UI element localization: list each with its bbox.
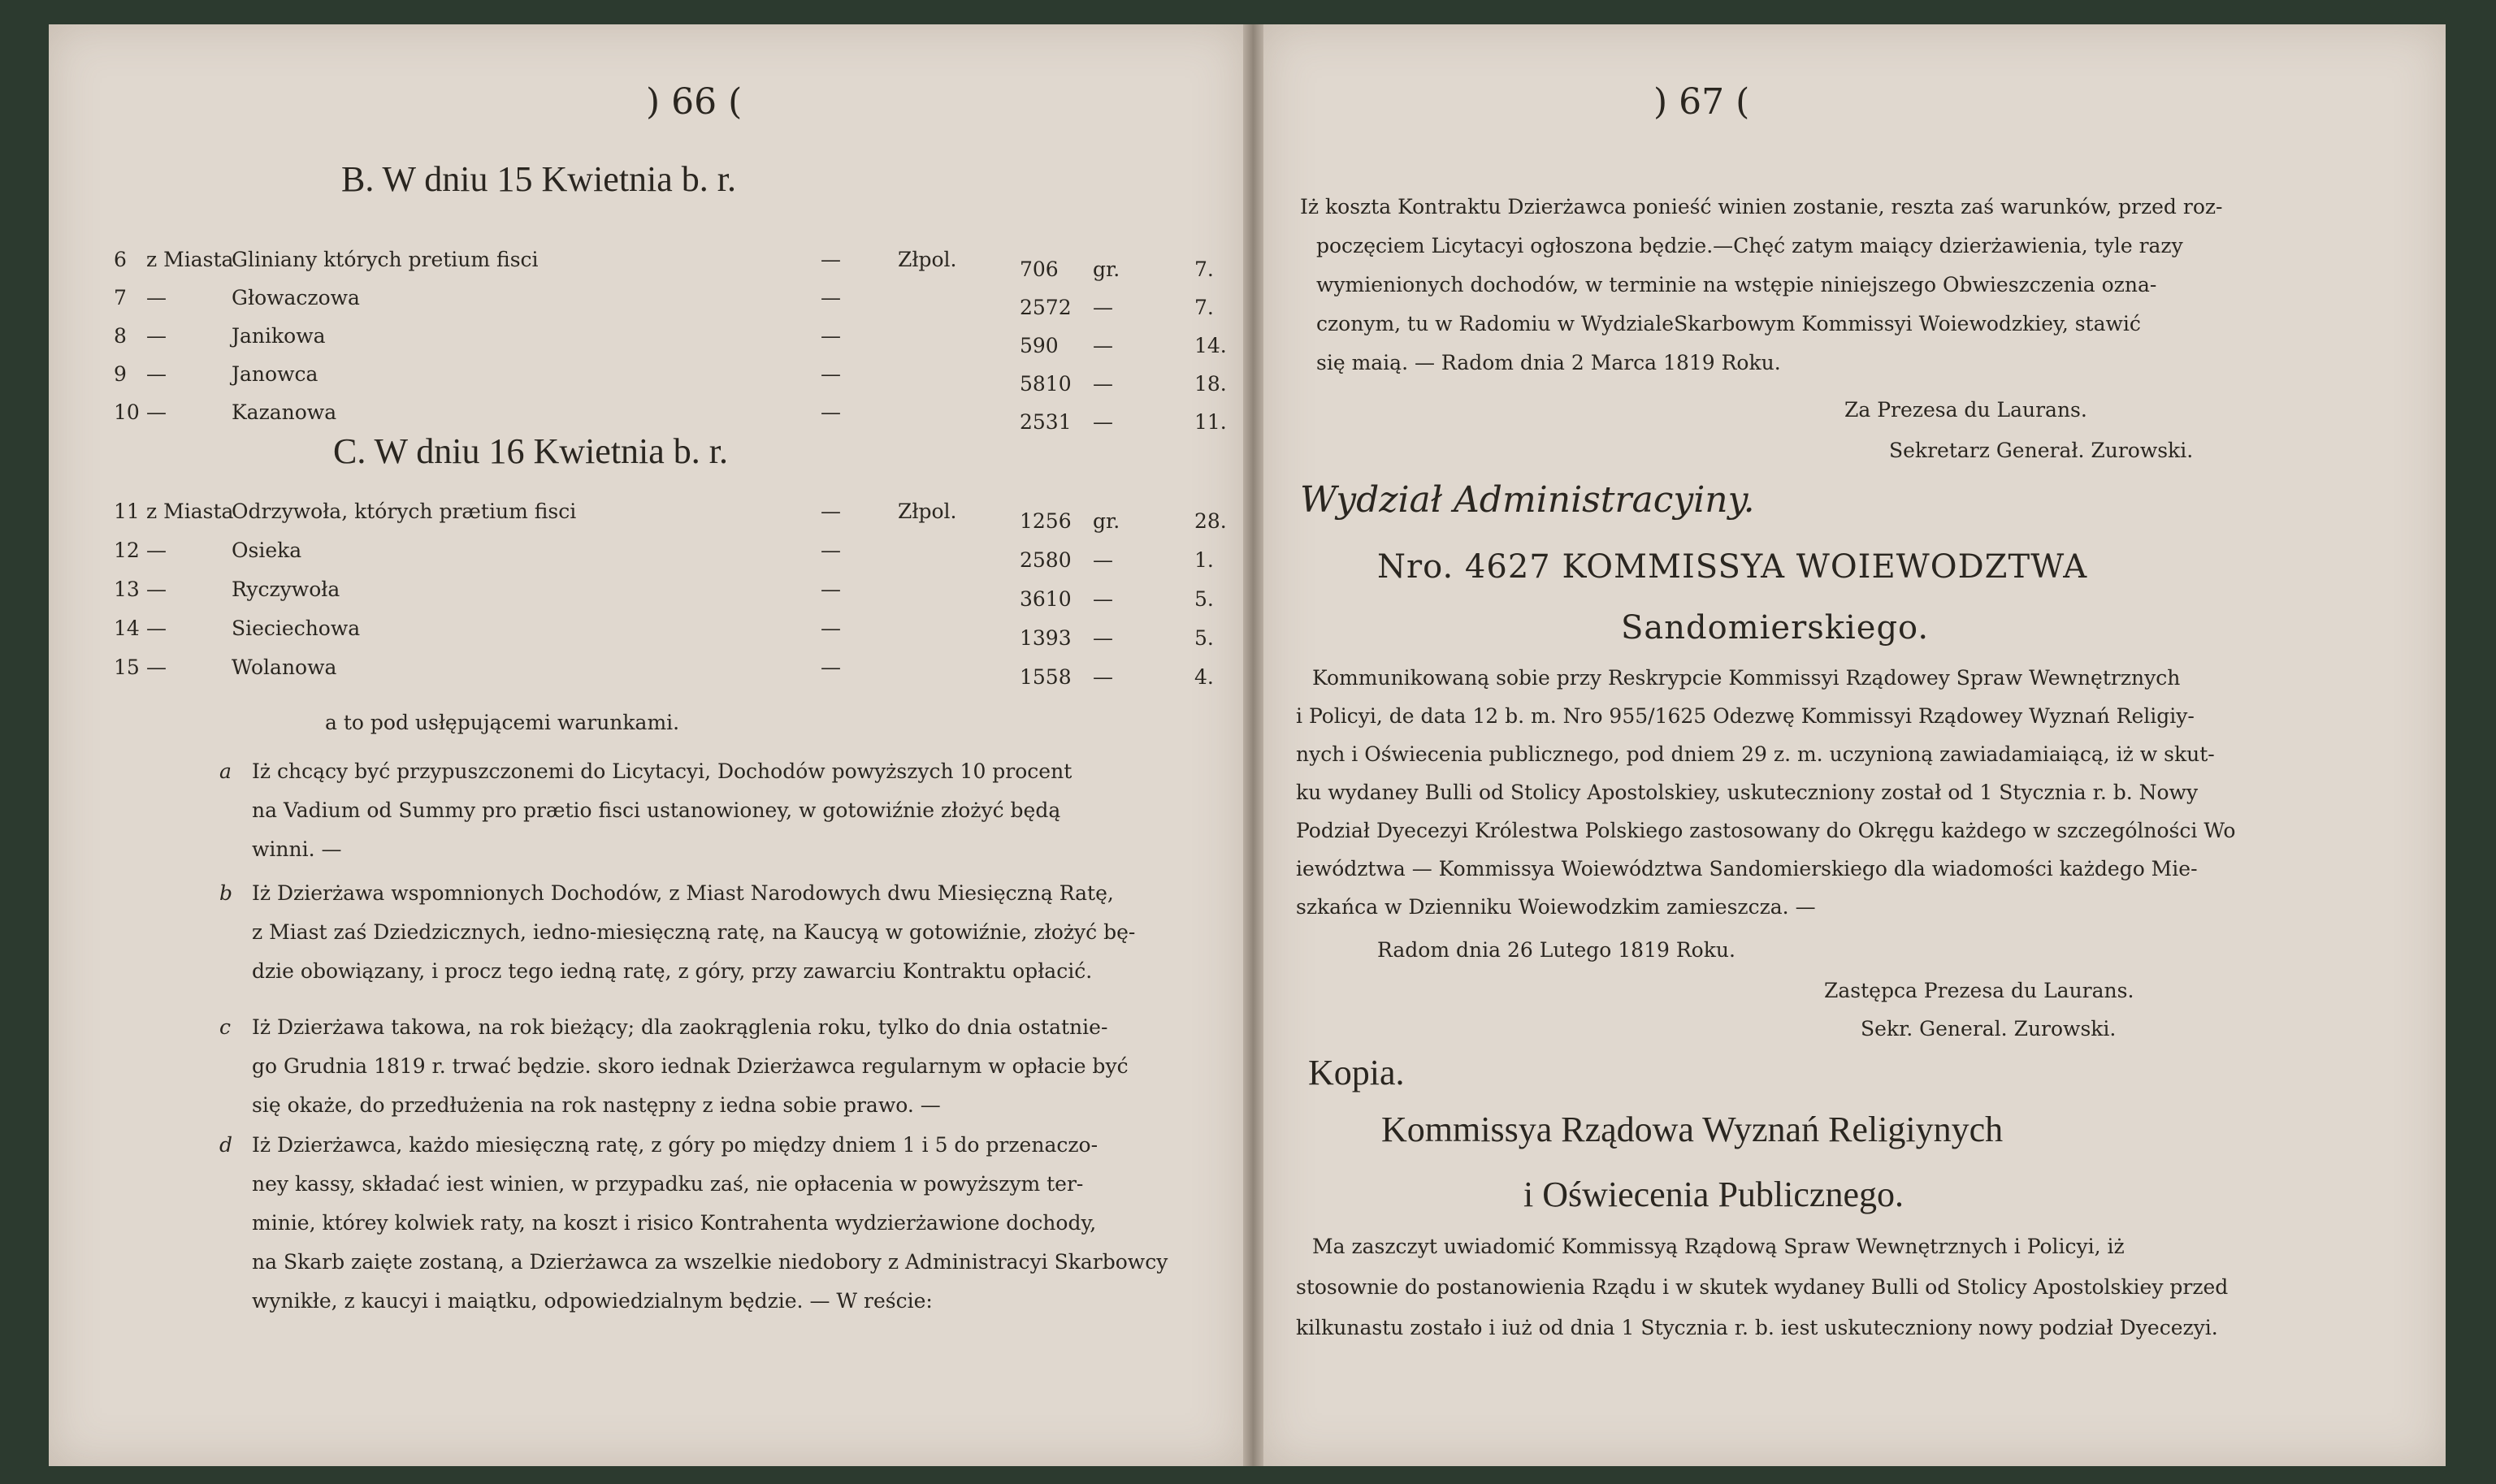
- row-gr: —: [1093, 334, 1113, 357]
- condition-line: Iż chcący być przypuszczonemi do Licytacyi, Dochodów powyższych 10 procent: [252, 759, 1072, 783]
- condition-line: go Grudnia 1819 r. trwać będzie. skoro iednak Dzierżawca regularnym w opłacie być: [252, 1054, 1129, 1078]
- body-line: iewództwa — Kommissya Woiewództwa Sandomierskiego dla wiadomości każdego Mie-: [1296, 857, 2198, 880]
- row-town: Osieka: [232, 539, 302, 562]
- row-prefix: —: [146, 578, 167, 601]
- row-town: Głowaczowa: [232, 286, 360, 309]
- row-town: Wolanowa: [232, 655, 337, 679]
- row-value: 1.: [1194, 548, 1214, 572]
- row-unit: Złpol.: [898, 248, 957, 271]
- kommissya-subtitle: i Oświecenia Publicznego.: [1523, 1175, 1904, 1214]
- conditions-intro: a to pod usłępującemi warunkami.: [325, 711, 680, 734]
- row-gr: —: [1093, 626, 1113, 650]
- body-line: ku wydaney Bulli od Stolicy Apostolskiey, uskuteczniony został od 1 Stycznia r. b. Nowy: [1296, 781, 2199, 804]
- row-value: 14.: [1194, 334, 1227, 357]
- row-value: 7.: [1194, 257, 1214, 281]
- row-prefix: —: [146, 324, 167, 348]
- row-dash: —: [821, 500, 841, 523]
- row-value: 5.: [1194, 626, 1214, 650]
- condition-line: wynikłe, z kaucyi i maiątku, odpowiedzialnym będzie. — W reście:: [252, 1289, 933, 1313]
- row-amount: 2580: [1020, 548, 1072, 572]
- continuation-line: czonym, tu w Radomiu w WydzialeSkarbowym Kommissyi Woiewodzkiey, stawić: [1316, 312, 2141, 335]
- body-line: i Policyi, de data 12 b. m. Nro 955/1625 Odezwę Kommissyi Rządowey Wyznań Religiy-: [1296, 704, 2195, 728]
- row-value: 4.: [1194, 665, 1214, 689]
- condition-line: Iż Dzierżawca, każdo miesięczną ratę, z góry po między dniem 1 i 5 do przenaczo-: [252, 1133, 1098, 1157]
- row-value: 18.: [1194, 372, 1227, 396]
- row-dash: —: [821, 400, 841, 424]
- condition-line: ney kassy, składać iest winien, w przypadku zaś, nie opłacenia w powyższym ter-: [252, 1172, 1084, 1196]
- row-number: 14: [114, 617, 140, 640]
- condition-line: dzie obowiązany, i procz tego iedną ratę, z góry, przy zawarciu Kontraktu opłacić.: [252, 959, 1093, 983]
- condition-marker: d: [219, 1133, 233, 1157]
- row-prefix: z Miasta: [146, 500, 234, 523]
- row-dash: —: [821, 539, 841, 562]
- row-amount: 1393: [1020, 626, 1072, 650]
- row-town: Odrzywoła, których prætium fisci: [232, 500, 577, 523]
- section-b-title: B. W dniu 15 Kwietnia b. r.: [341, 159, 737, 199]
- row-gr: —: [1093, 372, 1113, 396]
- row-dash: —: [821, 286, 841, 309]
- row-gr: gr.: [1093, 257, 1120, 281]
- row-town: Ryczywoła: [232, 578, 340, 601]
- final-line: kilkunastu zostało i iuż od dnia 1 Stycznia r. b. iest uskuteczniony nowy podział Dyecezyi.: [1296, 1316, 2218, 1339]
- condition-line: Iż Dzierżawa wspomnionych Dochodów, z Miast Narodowych dwu Miesięczną Ratę,: [252, 881, 1114, 905]
- condition-marker: b: [219, 881, 233, 905]
- condition-line: z Miast zaś Dziedzicznych, iedno-miesięczną ratę, na Kaucyą w gotowiźnie, złożyć bę-: [252, 920, 1136, 944]
- row-amount: 2531: [1020, 410, 1072, 434]
- row-town: Janowca: [232, 362, 318, 386]
- row-dash: —: [821, 578, 841, 601]
- continuation-line: się maią. — Radom dnia 2 Marca 1819 Roku.: [1316, 351, 1781, 374]
- right-page: [1263, 24, 2446, 1466]
- row-number: 9: [114, 362, 127, 386]
- condition-line: na Vadium od Summy pro prætio fisci ustanowioney, w gotowiźnie złożyć będą: [252, 798, 1061, 822]
- condition-line: na Skarb zaięte zostaną, a Dzierżawca za wszelkie niedobory z Administracyi Skarbowcy: [252, 1250, 1168, 1274]
- condition-marker: a: [219, 759, 232, 783]
- row-value: 5.: [1194, 587, 1214, 611]
- row-prefix: —: [146, 617, 167, 640]
- row-prefix: —: [146, 655, 167, 679]
- condition-line: minie, którey kolwiek raty, na koszt i risico Kontrahenta wydzierżawione dochody,: [252, 1211, 1097, 1235]
- row-number: 7: [114, 286, 127, 309]
- department-heading: Wydział Administracyiny.: [1300, 479, 1755, 521]
- signature-2-line-1: Zastępca Prezesa du Laurans.: [1824, 979, 2134, 1002]
- row-amount: 5810: [1020, 372, 1072, 396]
- condition-line: Iż Dzierżawa takowa, na rok bieżący; dla zaokrąglenia roku, tylko do dnia ostatnie-: [252, 1015, 1108, 1039]
- row-town: Janikowa: [232, 324, 326, 348]
- left-page: [49, 24, 1243, 1466]
- row-unit: Złpol.: [898, 500, 957, 523]
- body-line: nych i Oświecenia publicznego, pod dniem 29 z. m. uczynioną zawiadamiaiącą, iż w skut-: [1296, 742, 2215, 766]
- row-number: 11: [114, 500, 140, 523]
- condition-marker: c: [219, 1015, 232, 1039]
- row-dash: —: [821, 655, 841, 679]
- row-value: 7.: [1194, 296, 1214, 319]
- row-town: Kazanowa: [232, 400, 337, 424]
- row-dash: —: [821, 617, 841, 640]
- condition-line: się okaże, do przedłużenia na rok następny z iedna sobie prawo. —: [252, 1093, 941, 1117]
- row-prefix: —: [146, 286, 167, 309]
- decree-number-heading: Nro. 4627 KOMMISSYA WOIEWODZTWA: [1377, 548, 2088, 586]
- row-town: Sieciechowa: [232, 617, 361, 640]
- row-dash: —: [821, 324, 841, 348]
- row-prefix: —: [146, 400, 167, 424]
- signature-1-line-1: Za Prezesa du Laurans.: [1844, 398, 2087, 422]
- condition-line: winni. —: [252, 837, 342, 861]
- continuation-line: poczęciem Licytacyi ogłoszona będzie.—Chęć zatym maiący dzierżawienia, tyle razy: [1316, 234, 2183, 257]
- section-c-title: C. W dniu 16 Kwietnia b. r.: [333, 431, 729, 471]
- row-number: 10: [114, 400, 140, 424]
- row-amount: 706: [1020, 257, 1059, 281]
- row-number: 8: [114, 324, 127, 348]
- row-amount: 2572: [1020, 296, 1072, 319]
- row-gr: —: [1093, 587, 1113, 611]
- date-line: Radom dnia 26 Lutego 1819 Roku.: [1377, 938, 1736, 962]
- row-gr: —: [1093, 410, 1113, 434]
- row-prefix: —: [146, 539, 167, 562]
- row-amount: 1256: [1020, 509, 1072, 533]
- row-amount: 1558: [1020, 665, 1072, 689]
- body-line: szkańca w Dzienniku Woiewodzkim zamieszcza. —: [1296, 895, 1816, 919]
- final-line: stosownie do postanowienia Rządu i w skutek wydaney Bulli od Stolicy Apostolskiey przed: [1296, 1275, 2229, 1299]
- page-number-right: ) 67 (: [1653, 81, 1750, 123]
- row-number: 15: [114, 655, 140, 679]
- row-amount: 3610: [1020, 587, 1072, 611]
- row-amount: 590: [1020, 334, 1059, 357]
- row-number: 6: [114, 248, 127, 271]
- continuation-line: Iż koszta Kontraktu Dzierżawca ponieść winien zostanie, reszta zaś warunków, przed roz-: [1300, 195, 2223, 218]
- page-number-left: ) 66 (: [646, 81, 743, 123]
- kopia-heading: Kopia.: [1308, 1053, 1405, 1092]
- body-line: Kommunikowaną sobie przy Reskrypcie Kommissyi Rządowey Spraw Wewnętrznych: [1312, 666, 2181, 690]
- signature-1-line-2: Sekretarz Generał. Zurowski.: [1889, 439, 2194, 462]
- body-line: Podział Dyecezyi Królestwa Polskiego zastosowany do Okręgu każdego w szczególności Wo: [1296, 819, 2236, 842]
- sandomierz-heading: Sandomierskiego.: [1621, 609, 1930, 647]
- row-town: Gliniany których pretium fisci: [232, 248, 539, 271]
- row-prefix: —: [146, 362, 167, 386]
- row-gr: gr.: [1093, 509, 1120, 533]
- signature-2-line-2: Sekr. General. Zurowski.: [1861, 1017, 2117, 1041]
- continuation-line: wymienionych dochodów, w terminie na wstępie niniejszego Obwieszczenia ozna-: [1316, 273, 2157, 296]
- row-number: 13: [114, 578, 140, 601]
- row-dash: —: [821, 362, 841, 386]
- row-number: 12: [114, 539, 140, 562]
- row-value: 28.: [1194, 509, 1227, 533]
- row-value: 11.: [1194, 410, 1227, 434]
- row-gr: —: [1093, 548, 1113, 572]
- book-gutter: [1243, 24, 1263, 1466]
- row-prefix: z Miasta: [146, 248, 234, 271]
- row-gr: —: [1093, 665, 1113, 689]
- row-gr: —: [1093, 296, 1113, 319]
- final-line: Ma zaszczyt uwiadomić Kommissyą Rządową Spraw Wewnętrznych i Policyi, iż: [1312, 1235, 2125, 1258]
- kommissya-title: Kommissya Rządowa Wyznań Religiynych: [1381, 1110, 2004, 1149]
- row-dash: —: [821, 248, 841, 271]
